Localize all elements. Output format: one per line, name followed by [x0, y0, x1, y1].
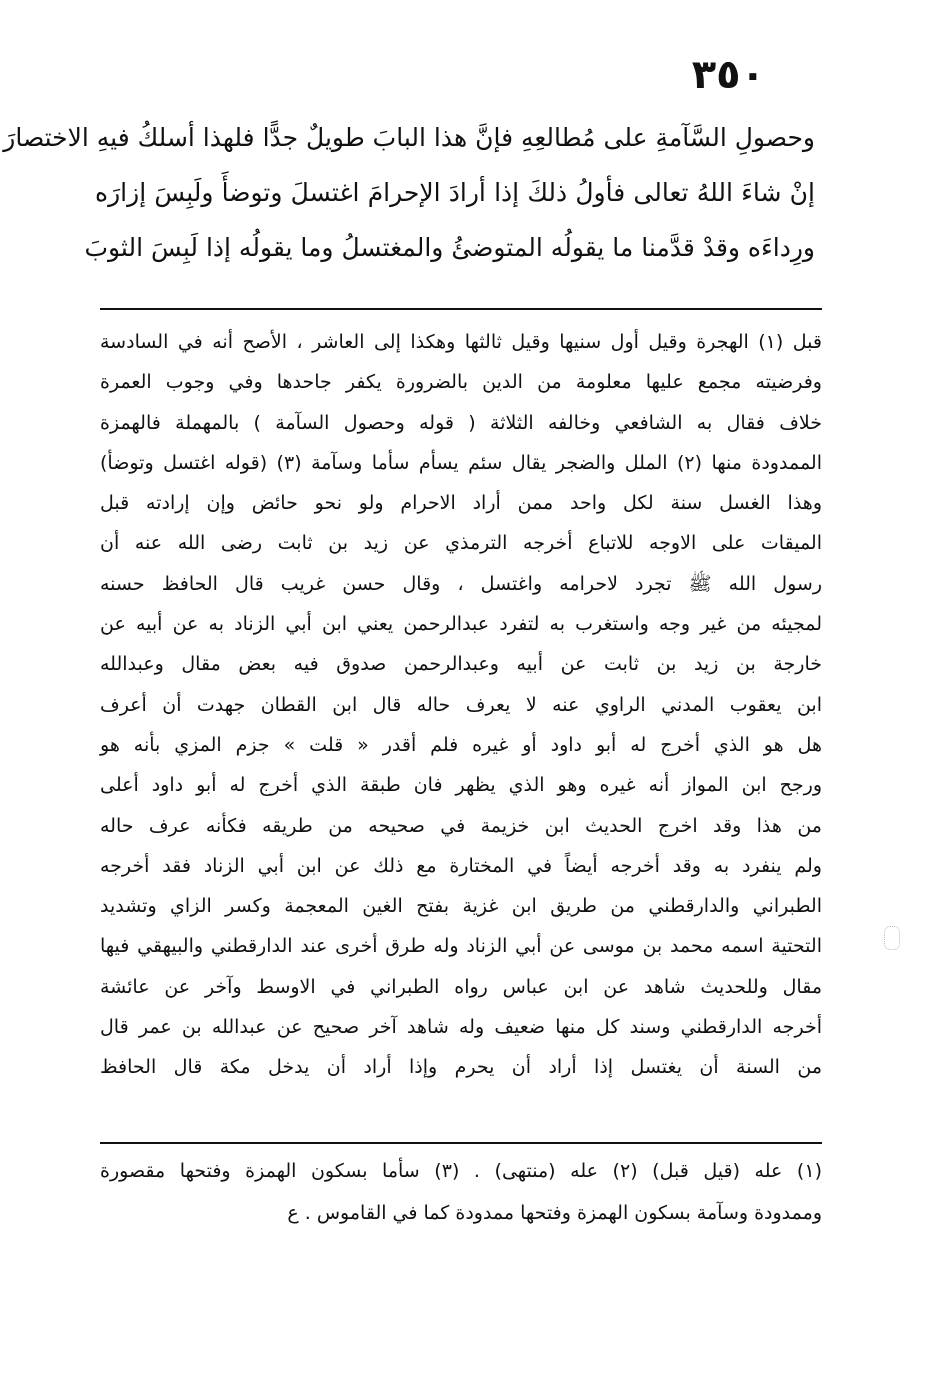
- commentary-line: رسول الله ﷺ تجرد لاحرامه واغتسل ، وقال حسن غريب قال الحافظ حسنه: [100, 572, 822, 595]
- footnote-line: (١) عله (قيل قبل) (٢) عله (منتهى) . (٣) سأما بسكون الهمزة وفتحها مقصورة: [100, 1160, 822, 1182]
- commentary-line: قبل (١) الهجرة وقيل أول سنيها وقيل ثالثها وهكذا إلى العاشر ، الأصح أنه في السادسة: [100, 331, 822, 353]
- commentary-line: خارجة بن زيد بن ثابت عن أبيه وعبدالرحمن صدوق فيه بعض مقال وعبدالله: [100, 653, 822, 676]
- commentary: [100, 322, 822, 1088]
- commentary-line: وهذا الغسل سنة لكل واحد ممن أراد الاحرام ولو نحو حائض وإن إرادته قبل: [100, 492, 822, 515]
- footnote-divider-rule: [100, 1142, 822, 1144]
- commentary-line: وفرضيته مجمع عليها معلومة من الدين بالضرورة يكفر جاحدها وفي وجوب العمرة: [100, 371, 822, 394]
- main-text-line: ورِداءَه وقدْ قدَّمنا ما يقولُه المتوضئُ والمغتسلُ وما يقولُه إذا لَبِسَ الثوبَ: [84, 233, 815, 262]
- commentary-line: الطبراني والدارقطني من طريق ابن غزية بفتح الغين المعجمة وكسر الزاي وتشديد: [100, 895, 822, 918]
- footnote-line: وممدودة وسآمة بسكون الهمزة وفتحها ممدودة كما في القاموس . ع: [287, 1202, 822, 1224]
- commentary-line: من السنة أن يغتسل إذا أراد أن يحرم وإذا أراد أن يدخل مكة قال الحافظ: [100, 1056, 822, 1079]
- main-text-line: إنْ شاءَ اللهُ تعالى فأولُ ذلكَ إذا أرادَ الإحرامَ اغتسلَ وتوضأَ ولَبِسَ إزارَه: [95, 178, 815, 207]
- footnotes: [100, 1150, 822, 1234]
- commentary-line: خلاف فقال به الشافعي وخالفه الثلاثة ( قوله وحصول السآمة ) بالمهملة فالهمزة: [100, 411, 822, 434]
- main-text-line: وحصولِ السَّآمةِ على مُطالعِهِ فإنَّ هذا البابَ طويلٌ جدًّا فلهذا أسلكُ فيهِ الاختصارَ: [3, 123, 815, 152]
- commentary-line: أخرجه الدارقطني وسند كل منها ضعيف وله شاهد آخر صحيح عن عبدالله بن عمر قال: [100, 1016, 822, 1039]
- commentary-line: الميقات على الاوجه للاتباع أخرجه الترمذي عن زيد بن ثابت رضى الله عنه أن: [100, 532, 822, 555]
- commentary-line: من هذا وقد اخرج الحديث ابن خزيمة في صحيحه من طريقه فكأنه عرف حاله: [100, 814, 822, 837]
- margin-smudge: [884, 926, 900, 950]
- divider-rule: [100, 308, 822, 310]
- page-number: ٣٥٠: [691, 52, 765, 98]
- commentary-line: لمجيئه من غير وجه واستغرب به لتفرد عبدالرحمن يعني ابن أبي الزناد به عن أبيه عن: [100, 613, 822, 636]
- commentary-line: هل هو الذي أخرج له أبو داود أو غيره فلم أقدر « قلت » جزم المزي بأنه هو: [100, 733, 822, 756]
- commentary-line: مقال وللحديث شاهد عن ابن عباس رواه الطبراني في الاوسط وآخر عن عائشة: [100, 975, 822, 998]
- commentary-line: التحتية اسمه محمد بن موسى عن أبي الزناد وله طرق أخرى عند الدارقطني والبيهقي فيها: [100, 935, 822, 958]
- commentary-line: ورجح ابن المواز أنه غيره وهو الذي يظهر فان طبقة الذي أخرج له أبو داود أعلى: [100, 774, 822, 797]
- main-text: [3, 110, 815, 275]
- commentary-line: ولم ينفرد به وقد أخرجه أيضاً في المختارة مع ذلك عن ابن أبي الزناد فقد أخرجه: [100, 854, 822, 877]
- commentary-line: الممدودة منها (٢) الملل والضجر يقال سئم يسأم سأما وسآمة (٣) (قوله اغتسل وتوضأ): [100, 451, 822, 474]
- commentary-line: ابن يعقوب المدني الراوي عنه لا يعرف حاله قال ابن القطان جهدت أن أعرف: [100, 693, 822, 716]
